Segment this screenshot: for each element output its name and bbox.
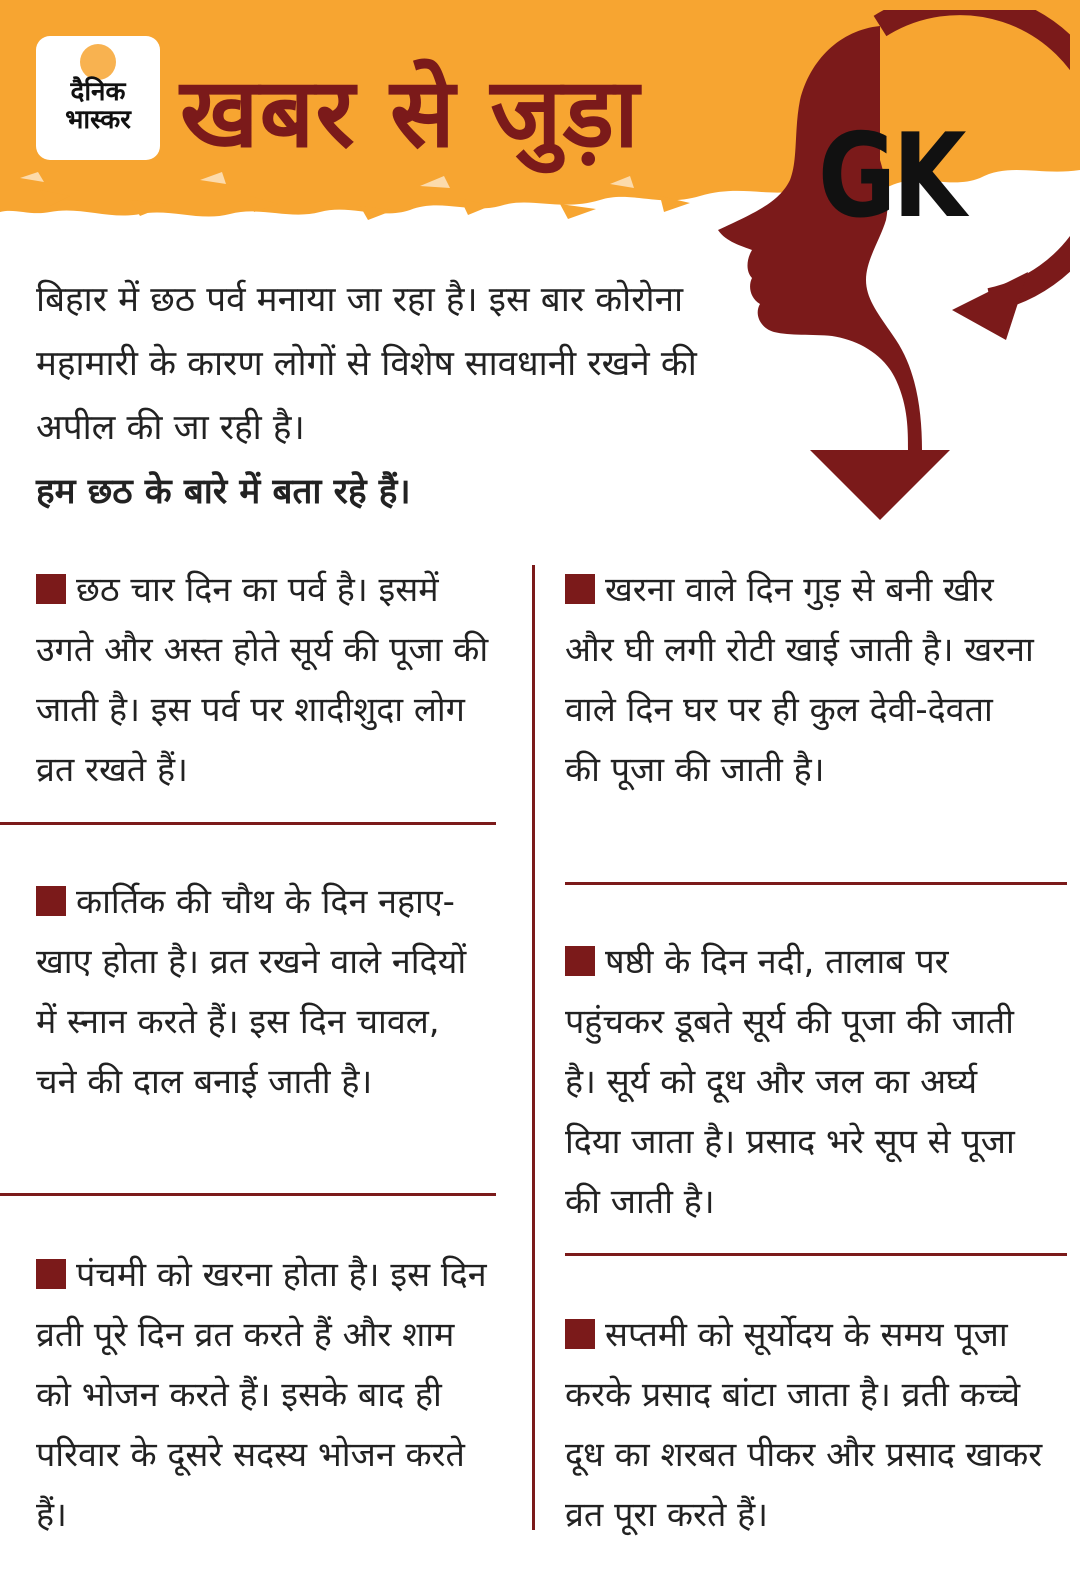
fact-item [36,1245,496,1545]
item-divider [0,822,496,825]
fact-item [36,560,506,800]
square-bullet-icon [36,574,66,604]
sun-icon [80,44,116,80]
logo-line2: भास्कर [65,105,131,135]
intro-text: बिहार में छठ पर्व मनाया जा रहा है। इस बार कोरोना महामारी के कारण लोगों से विशेष सावधानी रखने की अपील की जा रही है। [36,280,697,448]
logo-line1: दैनिक [70,77,126,107]
gk-badge: GK [818,109,964,244]
item-divider [565,1253,1067,1256]
square-bullet-icon [565,946,595,976]
square-bullet-icon [36,1259,66,1289]
fact-item [565,560,1035,800]
fact-item [565,932,1025,1232]
dainik-bhaskar-logo [36,36,160,160]
square-bullet-icon [565,1319,595,1349]
column-divider [532,565,535,1530]
item-divider [565,882,1067,885]
fact-text: छठ चार दिन का पर्व है। इसमें उगते और अस्त होते सूर्य की पूजा की जाती है। इस पर्व पर शादीशुदा लोग व्रत रखते हैं। [36,570,489,790]
fact-text: पंचमी को खरना होता है। इस दिन व्रती पूरे दिन व्रत करते हैं और शाम को भोजन करते हैं। इसके बाद ही परिवार के दूसरे सदस्य भोजन करते हैं। [36,1255,487,1535]
logo-text [65,78,131,134]
square-bullet-icon [565,574,595,604]
intro-bold-line: हम छठ के बारे में बता रहे हैं। [36,472,411,512]
fact-text: सप्तमी को सूर्योदय के समय पूजा करके प्रसाद बांटा जाता है। व्रती कच्चे दूध का शरबत पीकर और प्रसाद खाकर व्रत पूरा करते हैं। [565,1315,1043,1535]
square-bullet-icon [36,886,66,916]
fact-text: कार्तिक की चौथ के दिन नहाए-खाए होता है। व्रत रखने वाले नदियों में स्नान करते हैं। इस दिन चावल, चने की दाल बनाई जाती है। [36,882,467,1102]
page-title: खबर से जुड़ा [180,57,640,169]
fact-item [565,1305,1065,1545]
item-divider [0,1193,496,1196]
fact-item [36,872,476,1112]
fact-text: षष्ठी के दिन नदी, तालाब पर पहुंचकर डूबते सूर्य की पूजा की जाती है। सूर्य को दूध और जल का अर्घ्य दिया जाता है। प्रसाद भरे सूप से पूजा की जाती है। [565,942,1015,1222]
intro-paragraph [36,268,756,524]
fact-text: खरना वाले दिन गुड़ से बनी खीर और घी लगी रोटी खाई जाती है। खरना वाले दिन घर पर ही कुल देवी-देवता की पूजा की जाती है। [565,570,1034,790]
